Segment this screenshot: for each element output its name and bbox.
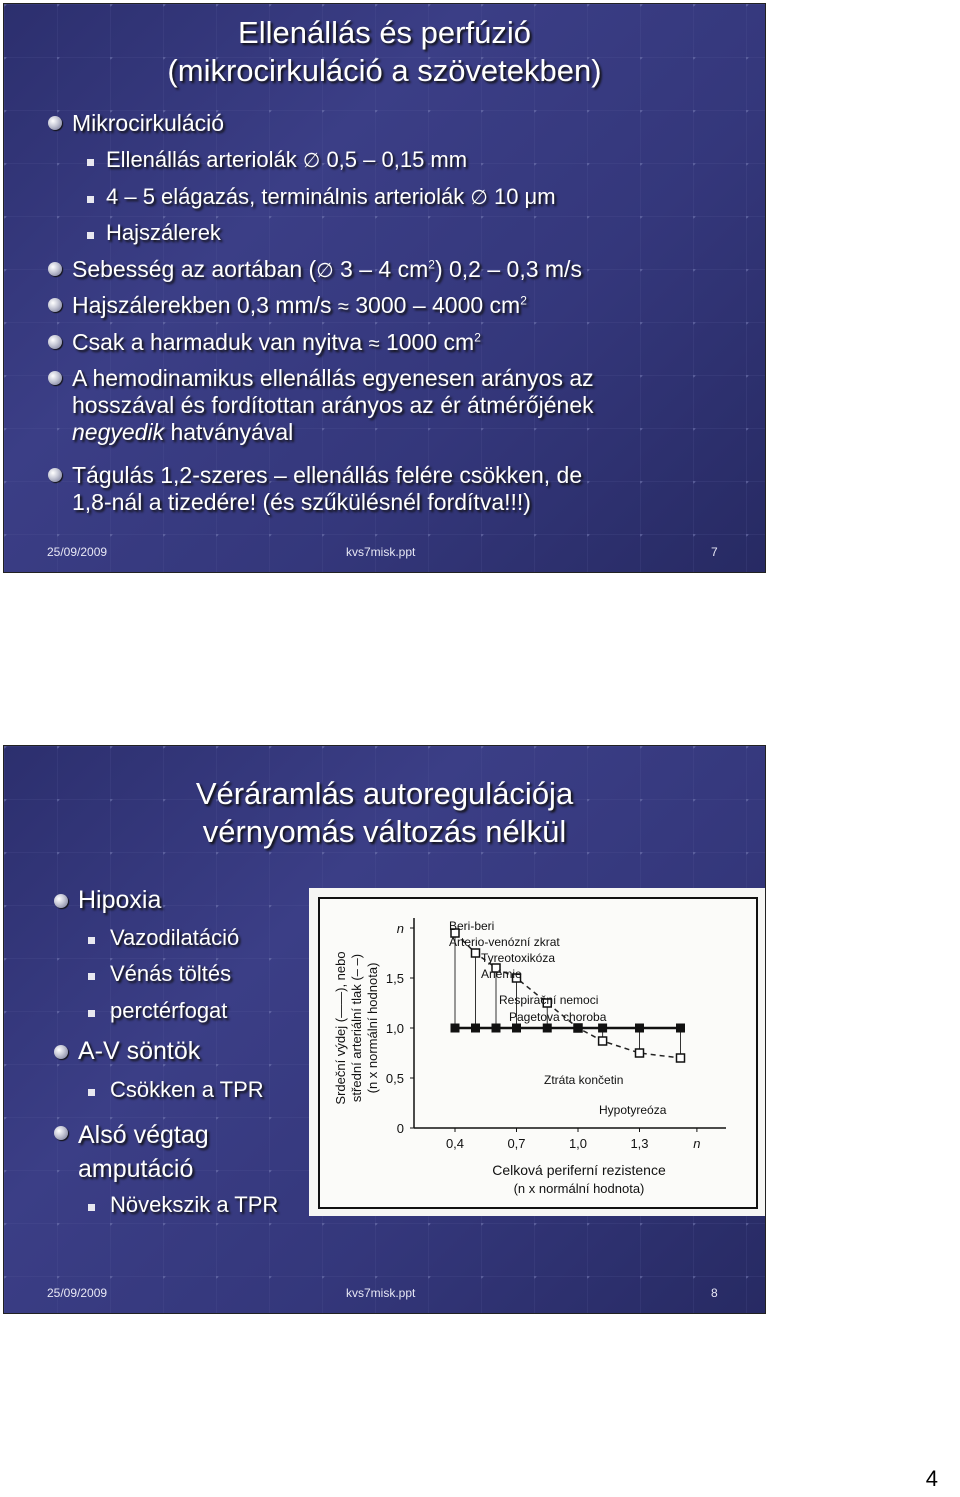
list-item bbox=[72, 365, 752, 446]
superscript: 2 bbox=[474, 330, 481, 345]
item-line: Alsó végtag bbox=[78, 1121, 209, 1149]
bullet-icon bbox=[48, 116, 62, 130]
bullet-icon bbox=[48, 298, 62, 312]
item-text: 4 – 5 elágazás, terminálnis arteriolák bbox=[106, 184, 465, 209]
square-bullet-icon bbox=[88, 973, 95, 980]
annotation-label: Tyreotoxikóza bbox=[481, 951, 556, 965]
item-line: hosszával és fordítottan arányos az ér átmérőjének bbox=[72, 392, 594, 418]
bullet-icon bbox=[48, 468, 62, 482]
data-point-filled bbox=[636, 1024, 644, 1032]
y-axis-label: (n x normální hodnota) bbox=[365, 962, 380, 1094]
title-line-1: Ellenállás és perfúzió bbox=[238, 15, 531, 50]
square-bullet-icon bbox=[87, 196, 94, 203]
item-text: ) 0,2 – 0,3 m/s bbox=[434, 256, 582, 282]
y-tick-label: 0,5 bbox=[385, 1071, 404, 1086]
item-line: 1,8-nál a tizedére! (és szűkülésnél fordítva!!!) bbox=[72, 489, 531, 515]
footer-file: kvs7misk.ppt bbox=[346, 1286, 416, 1300]
x-tick-label: n bbox=[693, 1136, 701, 1151]
list-item bbox=[106, 184, 556, 211]
data-point-filled bbox=[599, 1024, 607, 1032]
bullet-icon bbox=[54, 1045, 68, 1059]
item-text: Hajszálerekben 0,3 mm/s bbox=[72, 292, 332, 318]
data-point-filled bbox=[574, 1024, 582, 1032]
list-item: Hipoxia bbox=[78, 886, 162, 914]
list-item: Vénás töltés bbox=[110, 961, 232, 986]
y-axis-label: střední arteriální tlak (– –) bbox=[349, 953, 364, 1103]
diameter-symbol: ∅ bbox=[470, 187, 488, 209]
list-item: Csökken a TPR bbox=[110, 1077, 264, 1102]
page-number: 4 bbox=[925, 1466, 938, 1491]
slide-8 bbox=[3, 745, 766, 1314]
data-point-open bbox=[599, 1037, 607, 1045]
bullet-icon bbox=[48, 335, 62, 349]
square-bullet-icon bbox=[87, 232, 94, 239]
slide-7 bbox=[3, 3, 766, 573]
title-line-2: vérnyomás változás nélkül bbox=[202, 814, 567, 849]
bullet-icon bbox=[54, 894, 68, 908]
item-line: amputáció bbox=[78, 1155, 194, 1183]
annotation-label: Pagetova choroba bbox=[509, 1010, 607, 1024]
list-item bbox=[106, 147, 467, 174]
superscript: 2 bbox=[428, 257, 435, 272]
data-point-open bbox=[472, 949, 480, 957]
data-point-filled bbox=[472, 1024, 480, 1032]
bullet-icon bbox=[48, 262, 62, 276]
item-text: 10 μm bbox=[493, 184, 556, 209]
chart-image bbox=[309, 888, 766, 1216]
data-point-filled bbox=[492, 1024, 500, 1032]
slide-title bbox=[4, 775, 765, 851]
item-line bbox=[72, 419, 752, 446]
superscript: 2 bbox=[520, 293, 527, 308]
footer-page: 7 bbox=[711, 545, 718, 559]
data-point-filled bbox=[513, 1024, 521, 1032]
footer-date: 25/09/2009 bbox=[47, 1286, 108, 1300]
item-text: hatványával bbox=[164, 419, 294, 445]
approx-symbol: ≈ bbox=[368, 333, 380, 355]
item-text: 1000 cm bbox=[385, 329, 475, 355]
x-axis-label: Celková periferní rezistence bbox=[492, 1162, 666, 1178]
list-item: Mikrocirkuláció bbox=[72, 110, 225, 136]
square-bullet-icon bbox=[88, 1089, 95, 1096]
list-item bbox=[72, 329, 481, 358]
y-axis-label: Srdeční výdej (——), nebo bbox=[333, 951, 348, 1105]
annotation-label: Ztráta končetin bbox=[544, 1073, 624, 1087]
x-tick-label: 0,7 bbox=[507, 1136, 526, 1151]
item-line: A hemodinamikus ellenállás egyenesen arányos az bbox=[72, 365, 594, 391]
annotation-label: Anémie bbox=[481, 967, 522, 981]
y-tick-label: 1,5 bbox=[385, 971, 404, 986]
data-point-filled bbox=[677, 1024, 685, 1032]
x-tick-label: 0,4 bbox=[445, 1136, 465, 1151]
item-text: 3000 – 4000 cm bbox=[355, 292, 521, 318]
emphasis-text: negyedik bbox=[72, 419, 165, 445]
data-point-filled bbox=[543, 1024, 551, 1032]
list-item bbox=[78, 1118, 209, 1186]
y-tick-label: 1,0 bbox=[385, 1021, 404, 1036]
square-bullet-icon bbox=[88, 1010, 95, 1017]
annotation-label: Beri-beri bbox=[449, 919, 495, 933]
item-text: 3 – 4 cm bbox=[340, 256, 429, 282]
bullet-icon bbox=[48, 371, 62, 385]
y-tick-label: 0 bbox=[396, 1121, 404, 1136]
annotation-label: Arterio-venózní zkrat bbox=[449, 935, 560, 949]
list-item: Növekszik a TPR bbox=[110, 1192, 279, 1217]
list-item: Hajszálerek bbox=[106, 220, 221, 245]
item-text: 0,5 – 0,15 mm bbox=[326, 147, 468, 172]
list-item: A-V söntök bbox=[78, 1037, 201, 1065]
title-line-1: Véráramlás autoregulációja bbox=[195, 776, 574, 811]
item-text: Ellenállás arteriolák bbox=[106, 147, 297, 172]
list-item: perctérfogat bbox=[110, 998, 228, 1023]
item-text: Sebesség az aortában ( bbox=[72, 256, 317, 282]
footer-page: 8 bbox=[711, 1286, 718, 1300]
list-item bbox=[72, 292, 527, 321]
item-line: Tágulás 1,2-szeres – ellenállás felére csökken, de bbox=[72, 462, 583, 488]
diameter-symbol: ∅ bbox=[316, 260, 334, 282]
approx-symbol: ≈ bbox=[337, 296, 349, 318]
list-item: Vazodilatáció bbox=[110, 925, 240, 950]
list-item bbox=[72, 256, 582, 285]
item-text: Csak a harmaduk van nyitva bbox=[72, 329, 363, 355]
x-tick-label: 1,3 bbox=[630, 1136, 649, 1151]
y-tick-label: n bbox=[396, 921, 404, 936]
title-line-2: (mikrocirkuláció a szövetekben) bbox=[167, 53, 602, 88]
x-axis-label: (n x normální hodnota) bbox=[513, 1181, 645, 1196]
footer-file: kvs7misk.ppt bbox=[346, 545, 416, 559]
data-point-filled bbox=[451, 1024, 459, 1032]
square-bullet-icon bbox=[88, 1204, 95, 1211]
data-point-open bbox=[677, 1054, 685, 1062]
slide-title bbox=[4, 14, 765, 90]
diameter-symbol: ∅ bbox=[302, 150, 321, 172]
chart bbox=[309, 888, 766, 1216]
x-tick-label: 1,0 bbox=[568, 1136, 588, 1151]
annotation-label: Hypotyreóza bbox=[599, 1103, 667, 1117]
data-point-open bbox=[636, 1049, 644, 1057]
square-bullet-icon bbox=[87, 159, 94, 166]
square-bullet-icon bbox=[88, 937, 95, 944]
bullet-icon bbox=[54, 1126, 68, 1140]
list-item bbox=[72, 462, 752, 516]
annotation-label: Respirační nemoci bbox=[499, 993, 599, 1007]
footer-date: 25/09/2009 bbox=[47, 545, 108, 559]
